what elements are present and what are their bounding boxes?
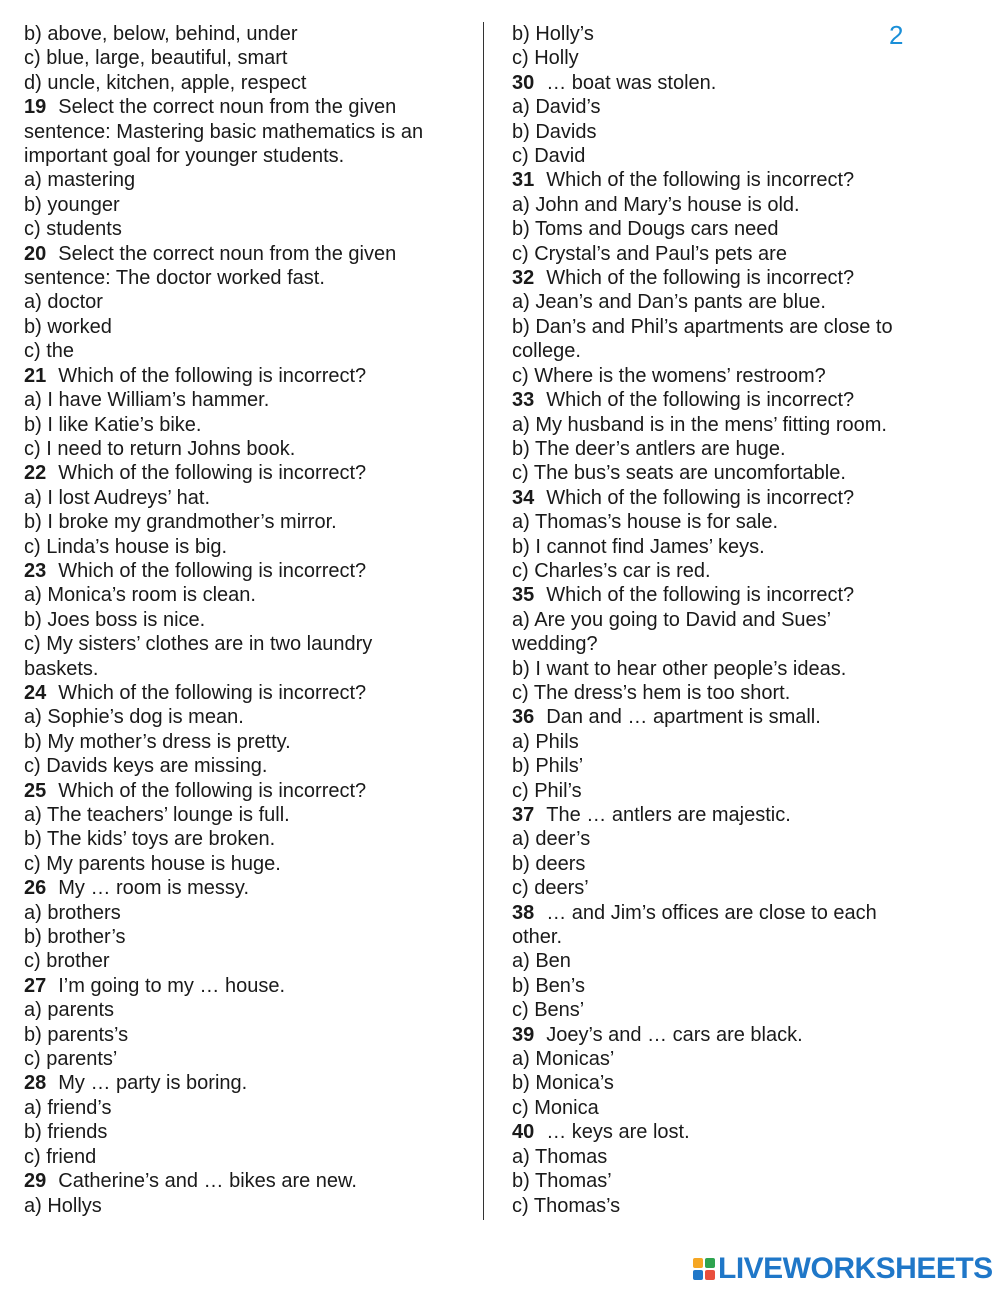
text-line	[512, 339, 932, 363]
line-text: b) Phils’	[512, 755, 584, 778]
line-text: c) Monica	[512, 1096, 599, 1119]
line-text: c) Crystal’s and Paul’s pets are	[512, 242, 787, 265]
line-text: a) Phils	[512, 730, 579, 753]
question-line	[24, 95, 464, 119]
question-text: Select the correct noun from the given	[58, 242, 397, 265]
line-text: b) above, below, behind, under	[24, 23, 298, 45]
question-number: 39	[512, 1023, 535, 1046]
line-text: c) Phil’s	[512, 779, 582, 802]
question-number: 34	[512, 486, 535, 509]
line-text: a) David’s	[512, 96, 601, 119]
text-line	[24, 583, 464, 607]
line-text: c) the	[24, 340, 75, 363]
line-text: c) parents’	[24, 1048, 118, 1071]
text-line	[512, 1047, 932, 1071]
text-line	[24, 388, 464, 412]
text-line	[512, 461, 932, 485]
text-line	[512, 290, 932, 314]
question-line	[512, 388, 932, 412]
text-line	[24, 168, 464, 192]
question-line	[512, 71, 932, 95]
line-text: b) I like Katie’s bike.	[24, 413, 202, 436]
question-number: 20	[24, 242, 47, 265]
line-text: a) I have William’s hammer.	[24, 389, 270, 412]
line-text: b) Toms and Dougs cars need	[512, 218, 779, 241]
text-line	[24, 120, 464, 144]
line-text: a) My husband is in the mens’ fitting room.	[512, 413, 887, 436]
question-line	[24, 242, 464, 266]
question-line	[512, 486, 932, 510]
question-number: 33	[512, 389, 535, 412]
text-line	[24, 339, 464, 363]
line-text: a) Hollys	[24, 1194, 102, 1217]
question-line	[24, 1169, 464, 1193]
line-text: a) The teachers’ lounge is full.	[24, 804, 290, 826]
text-line	[512, 413, 932, 437]
line-text: a) brothers	[24, 901, 121, 924]
question-text: Which of the following is incorrect?	[58, 462, 367, 485]
line-text: d) uncle, kitchen, apple, respect	[24, 71, 307, 94]
text-line	[24, 1145, 464, 1169]
line-text: b) The deer’s antlers are huge.	[512, 437, 786, 460]
question-number: 25	[24, 779, 47, 802]
text-line	[24, 535, 464, 559]
text-line	[24, 632, 464, 656]
left-column	[24, 22, 464, 1218]
question-text: Which of the following is incorrect?	[546, 486, 855, 509]
line-text: important goal for younger students.	[24, 145, 345, 168]
text-line	[512, 510, 932, 534]
line-text: sentence: The doctor worked fast.	[24, 267, 325, 290]
line-text: b) younger	[24, 193, 120, 216]
text-line	[512, 437, 932, 461]
line-text: b) parents’s	[24, 1023, 129, 1046]
text-line	[24, 852, 464, 876]
question-number: 31	[512, 169, 535, 192]
question-text: Which of the following is incorrect?	[546, 267, 855, 290]
line-text: b) I want to hear other people’s ideas.	[512, 657, 847, 680]
text-line	[512, 632, 932, 656]
line-text: c) Thomas’s	[512, 1194, 621, 1217]
brand-text: LIVEWORKSHEETS	[718, 1252, 993, 1285]
question-text: Which of the following is incorrect?	[58, 681, 367, 704]
question-number: 40	[512, 1121, 535, 1144]
line-text: b) Dan’s and Phil’s apartments are close to	[512, 315, 893, 338]
line-text: c) friend	[24, 1145, 97, 1168]
question-line	[512, 583, 932, 607]
line-text: a) deer’s	[512, 828, 591, 851]
line-text: a) doctor	[24, 291, 103, 314]
text-line	[512, 1194, 932, 1218]
question-text: Joey’s and … cars are black.	[546, 1023, 803, 1046]
line-text: b) Holly’s	[512, 23, 594, 45]
page-number: 2	[889, 20, 904, 50]
line-text: c) students	[24, 218, 122, 241]
question-number: 24	[24, 681, 47, 704]
line-text: c) brother	[24, 950, 110, 973]
text-line	[512, 974, 932, 998]
question-text: I’m going to my … house.	[58, 974, 286, 997]
logo-square	[705, 1270, 715, 1280]
text-line	[512, 364, 932, 388]
question-number: 28	[24, 1072, 47, 1095]
text-line	[24, 1047, 464, 1071]
text-line	[24, 266, 464, 290]
text-line	[24, 46, 464, 70]
column-divider	[483, 22, 484, 1220]
text-line	[24, 998, 464, 1022]
question-line	[24, 974, 464, 998]
line-text: a) Thomas	[512, 1145, 608, 1168]
question-text: Which of the following is incorrect?	[546, 169, 855, 192]
liveworksheets-logo	[693, 1252, 993, 1286]
question-line	[512, 266, 932, 290]
question-number: 35	[512, 584, 535, 607]
line-text: a) I lost Audreys’ hat.	[24, 486, 211, 509]
line-text: wedding?	[512, 633, 598, 656]
question-text: Which of the following is incorrect?	[546, 584, 855, 607]
question-line	[24, 364, 464, 388]
text-line	[512, 535, 932, 559]
question-number: 32	[512, 267, 535, 290]
line-text: b) Davids	[512, 120, 597, 143]
line-text: a) mastering	[24, 169, 136, 192]
line-text: a) parents	[24, 999, 115, 1022]
text-line	[24, 827, 464, 851]
line-text: c) blue, large, beautiful, smart	[24, 47, 288, 70]
question-line	[512, 803, 932, 827]
text-line	[24, 1120, 464, 1144]
text-line	[512, 876, 932, 900]
logo-square	[705, 1258, 715, 1268]
text-line	[512, 1169, 932, 1193]
text-line	[24, 730, 464, 754]
line-text: b) Joes boss is nice.	[24, 608, 206, 631]
right-column	[512, 22, 932, 1218]
text-line	[512, 1145, 932, 1169]
question-line	[24, 1071, 464, 1095]
text-line	[24, 193, 464, 217]
line-text: c) I need to return Johns book.	[24, 437, 296, 460]
logo-icon	[693, 1258, 715, 1280]
text-line	[512, 657, 932, 681]
text-line	[24, 290, 464, 314]
line-text: b) Thomas’	[512, 1170, 612, 1193]
line-text: b) Ben’s	[512, 974, 586, 997]
question-text: … boat was stolen.	[546, 71, 717, 94]
line-text: college.	[512, 340, 581, 363]
text-line	[24, 510, 464, 534]
line-text: b) deers	[512, 852, 586, 875]
line-text: baskets.	[24, 657, 99, 680]
question-line	[512, 1023, 932, 1047]
line-text: c) The bus’s seats are uncomfortable.	[512, 462, 846, 485]
line-text: c) My parents house is huge.	[24, 852, 281, 875]
text-line	[24, 608, 464, 632]
question-number: 30	[512, 71, 535, 94]
question-number: 22	[24, 462, 47, 485]
text-line	[24, 949, 464, 973]
question-number: 19	[24, 96, 47, 119]
line-text: c) Charles’s car is red.	[512, 559, 711, 582]
line-text: c) Holly	[512, 47, 579, 70]
text-line	[512, 144, 932, 168]
line-text: c) deers’	[512, 877, 589, 900]
line-text: a) Ben	[512, 950, 571, 973]
text-line	[512, 315, 932, 339]
line-text: c) My sisters’ clothes are in two laundry	[24, 633, 373, 656]
text-line	[512, 242, 932, 266]
question-line	[24, 876, 464, 900]
question-line	[512, 705, 932, 729]
question-text: Which of the following is incorrect?	[546, 389, 855, 412]
text-line	[512, 779, 932, 803]
text-line	[512, 681, 932, 705]
text-line	[512, 22, 932, 46]
question-text: Which of the following is incorrect?	[58, 364, 367, 387]
question-line	[24, 559, 464, 583]
question-line	[24, 681, 464, 705]
text-line	[24, 22, 464, 46]
line-text: a) Monicas’	[512, 1048, 615, 1071]
logo-square	[693, 1270, 703, 1280]
line-text: b) worked	[24, 315, 112, 338]
text-line	[512, 193, 932, 217]
text-line	[24, 705, 464, 729]
question-text: The … antlers are majestic.	[546, 804, 791, 826]
line-text: sentence: Mastering basic mathematics is an	[24, 120, 424, 143]
text-line	[512, 608, 932, 632]
text-line	[24, 1023, 464, 1047]
text-line	[24, 925, 464, 949]
line-text: b) Monica’s	[512, 1072, 614, 1095]
question-text: Select the correct noun from the given	[58, 96, 397, 119]
question-text: … and Jim’s offices are close to each	[546, 901, 877, 924]
text-line	[24, 803, 464, 827]
line-text: c) The dress’s hem is too short.	[512, 681, 791, 704]
question-number: 38	[512, 901, 535, 924]
line-text: c) David	[512, 145, 586, 168]
line-text: b) The kids’ toys are broken.	[24, 828, 276, 851]
text-line	[24, 217, 464, 241]
text-line	[512, 1071, 932, 1095]
line-text: a) Are you going to David and Sues’	[512, 608, 832, 631]
line-text: c) Where is the womens’ restroom?	[512, 364, 826, 387]
question-number: 21	[24, 364, 47, 387]
text-line	[24, 901, 464, 925]
question-text: Catherine’s and … bikes are new.	[58, 1170, 357, 1193]
question-text: My … room is messy.	[58, 877, 250, 900]
question-number: 29	[24, 1170, 47, 1193]
question-line	[24, 461, 464, 485]
line-text: b) I broke my grandmother’s mirror.	[24, 511, 337, 534]
question-text: Which of the following is incorrect?	[58, 559, 367, 582]
line-text: a) friend’s	[24, 1096, 112, 1119]
line-text: a) Sophie’s dog is mean.	[24, 706, 244, 729]
question-line	[512, 901, 932, 925]
text-line	[24, 754, 464, 778]
text-line	[512, 730, 932, 754]
line-text: other.	[512, 926, 563, 949]
text-line	[512, 559, 932, 583]
text-line	[512, 120, 932, 144]
question-text: My … party is boring.	[58, 1072, 248, 1095]
question-line	[512, 168, 932, 192]
line-text: b) I cannot find James’ keys.	[512, 535, 765, 558]
text-line	[512, 46, 932, 70]
text-line	[512, 754, 932, 778]
question-line	[24, 779, 464, 803]
text-line	[24, 413, 464, 437]
question-number: 37	[512, 804, 535, 826]
text-line	[512, 95, 932, 119]
line-text: a) Monica’s room is clean.	[24, 584, 256, 607]
question-number: 26	[24, 877, 47, 900]
line-text: b) friends	[24, 1121, 108, 1144]
text-line	[512, 827, 932, 851]
text-line	[512, 1096, 932, 1120]
text-line	[512, 949, 932, 973]
text-line	[512, 217, 932, 241]
question-number: 36	[512, 706, 535, 729]
line-text: c) Davids keys are missing.	[24, 755, 268, 778]
logo-square	[693, 1258, 703, 1268]
question-number: 23	[24, 559, 47, 582]
text-line	[24, 1194, 464, 1218]
line-text: a) Thomas’s house is for sale.	[512, 511, 779, 534]
question-text: Which of the following is incorrect?	[58, 779, 367, 802]
line-text: c) Linda’s house is big.	[24, 535, 228, 558]
question-number: 27	[24, 974, 47, 997]
line-text: a) Jean’s and Dan’s pants are blue.	[512, 291, 826, 314]
text-line	[512, 998, 932, 1022]
text-line	[24, 437, 464, 461]
text-line	[512, 925, 932, 949]
line-text: b) My mother’s dress is pretty.	[24, 730, 291, 753]
text-line	[24, 144, 464, 168]
question-line	[512, 1120, 932, 1144]
text-line	[24, 315, 464, 339]
text-line	[24, 71, 464, 95]
text-line	[24, 1096, 464, 1120]
question-text: … keys are lost.	[546, 1121, 690, 1144]
line-text: a) John and Mary’s house is old.	[512, 193, 800, 216]
line-text: b) brother’s	[24, 926, 126, 949]
text-line	[24, 657, 464, 681]
line-text: c) Bens’	[512, 999, 585, 1022]
text-line	[24, 486, 464, 510]
question-text: Dan and … apartment is small.	[546, 706, 821, 729]
text-line	[512, 852, 932, 876]
